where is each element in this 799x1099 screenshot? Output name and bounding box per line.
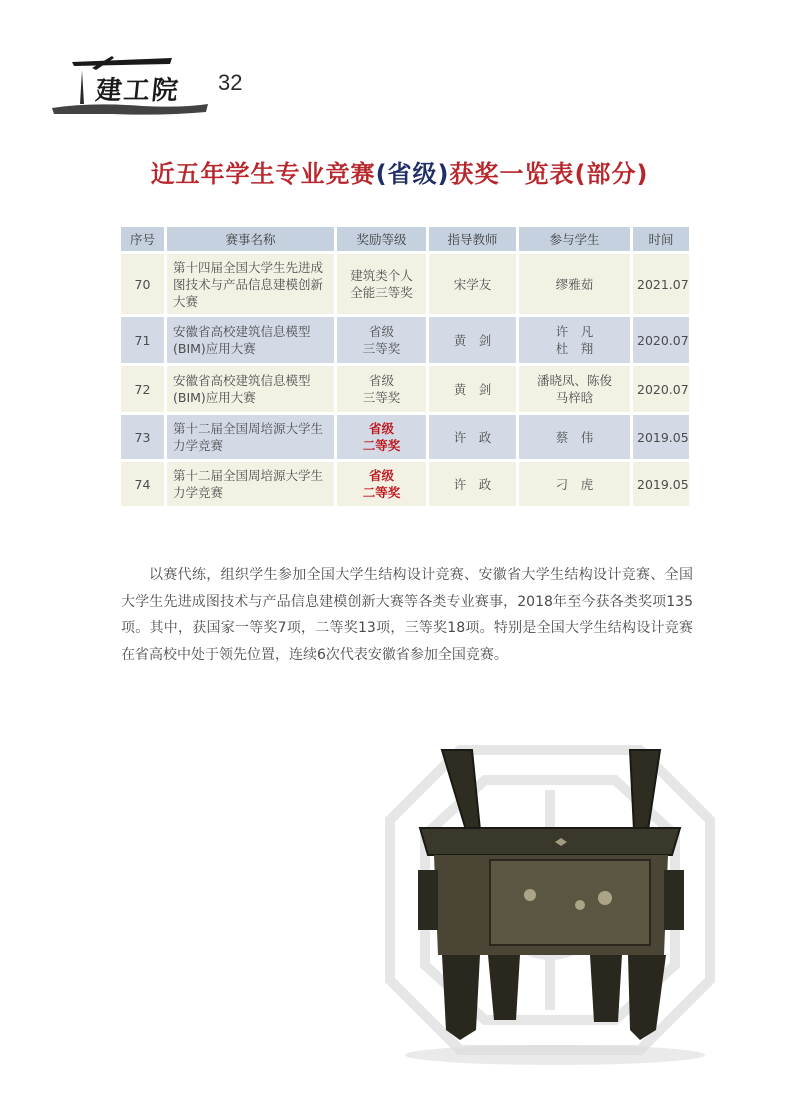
col-header-students: 参与学生 [519, 227, 633, 251]
col-header-no: 序号 [121, 227, 167, 251]
table-header-row [121, 227, 689, 251]
cell-level: 省级 三等奖 [337, 363, 429, 412]
bronze-ding-illustration [380, 730, 799, 1095]
cell-level: 省级 二等奖 [337, 412, 429, 459]
award-table [121, 227, 689, 506]
cell-name: 第十四届全国大学生先进成图技术与产品信息建模创新大赛 [167, 251, 337, 314]
table-row [121, 251, 689, 314]
cell-no: 73 [121, 412, 167, 459]
page-number: 32 [218, 70, 243, 95]
logo-text: 建工院 [94, 76, 182, 106]
page-title [0, 154, 799, 189]
cell-teacher: 黄 剑 [429, 314, 519, 363]
cell-level: 省级 三等奖 [337, 314, 429, 363]
college-logo [52, 48, 212, 120]
cell-level: 省级 二等奖 [337, 459, 429, 506]
table-row [121, 314, 689, 363]
ding-vessel-icon [380, 730, 799, 1095]
cell-students: 缪雅茹 [519, 251, 633, 314]
table-row [121, 412, 689, 459]
cell-students: 刁 虎 [519, 459, 633, 506]
cell-no: 74 [121, 459, 167, 506]
cell-name: 安徽省高校建筑信息模型(BIM)应用大赛 [167, 314, 337, 363]
cell-date: 2020.07 [633, 363, 689, 412]
cell-teacher: 宋学友 [429, 251, 519, 314]
cell-date: 2019.05 [633, 412, 689, 459]
cell-students: 蔡 伟 [519, 412, 633, 459]
cell-name: 安徽省高校建筑信息模型(BIM)应用大赛 [167, 363, 337, 412]
cell-students: 许 凡 杜 翔 [519, 314, 633, 363]
cell-teacher: 许 政 [429, 412, 519, 459]
title-prefix: 近五年学生专业竞赛 [150, 160, 376, 188]
cell-date: 2021.07 [633, 251, 689, 314]
cell-date: 2019.05 [633, 459, 689, 506]
col-header-name: 赛事名称 [167, 227, 337, 251]
col-header-teacher: 指导教师 [429, 227, 519, 251]
cell-teacher: 许 政 [429, 459, 519, 506]
col-header-date: 时间 [633, 227, 689, 251]
cell-no: 71 [121, 314, 167, 363]
cell-teacher: 黄 剑 [429, 363, 519, 412]
col-header-level: 奖励等级 [337, 227, 429, 251]
cell-level: 建筑类个人 全能三等奖 [337, 251, 429, 314]
title-highlight: (省级) [375, 160, 450, 188]
cell-students: 潘晓凤、陈俊 马梓晗 [519, 363, 633, 412]
cell-no: 70 [121, 251, 167, 314]
table-row [121, 459, 689, 506]
title-suffix: 获奖一览表(部分) [449, 160, 649, 188]
body-paragraph: 以赛代练，组织学生参加全国大学生结构设计竞赛、安徽省大学生结构设计竞赛、全国大学生先进成图技术与产品信息建模创新大赛等各类专业赛事，2018年至今获各类奖项135项。其中，获国家一等奖7项，二等奖13项，三等奖18项。特别是全国大学生结构设计竞赛在省高校中处于领先位置，连续6次代表安徽省参加全国竞赛。 [121, 567, 693, 663]
cell-no: 72 [121, 363, 167, 412]
table-row [121, 363, 689, 412]
cell-name: 第十二届全国周培源大学生力学竞赛 [167, 459, 337, 506]
cell-date: 2020.07 [633, 314, 689, 363]
cell-name: 第十二届全国周培源大学生力学竞赛 [167, 412, 337, 459]
